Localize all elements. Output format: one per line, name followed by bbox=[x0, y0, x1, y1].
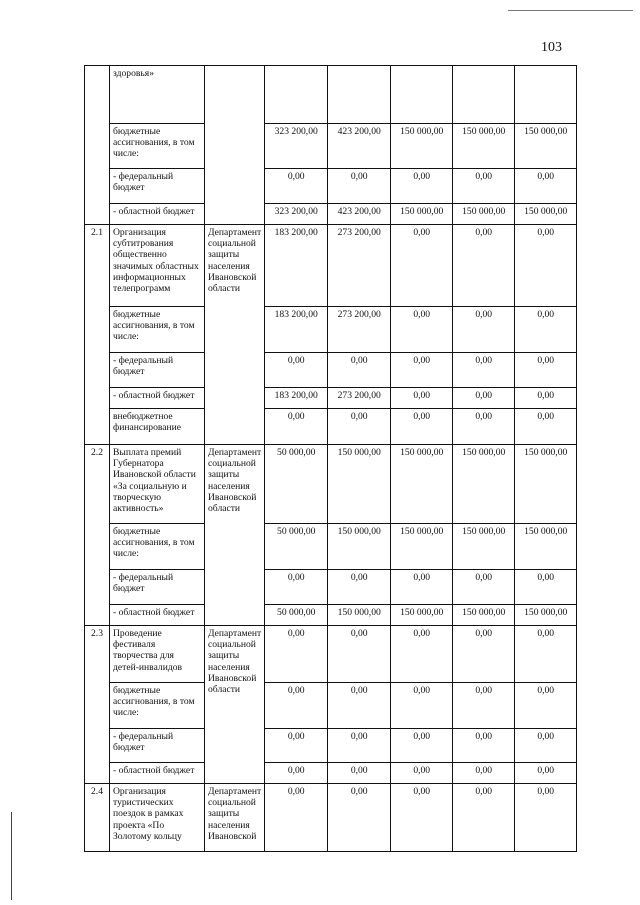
value-cell: 0,00 bbox=[515, 307, 577, 353]
department-cell: Департамент социальной защиты населения Ивановской области bbox=[205, 445, 265, 626]
table-row bbox=[85, 570, 636, 605]
value-cell: 0,00 bbox=[391, 763, 453, 784]
value-cell: 50 000,00 bbox=[265, 445, 328, 524]
table-row bbox=[85, 605, 636, 626]
value-cell: 183 200,00 bbox=[265, 307, 328, 353]
value-cell: 150 000,00 bbox=[515, 124, 577, 169]
value-cell: 150 000,00 bbox=[515, 445, 577, 524]
value-cell: 0,00 bbox=[515, 225, 577, 307]
table-row bbox=[85, 307, 636, 353]
value-cell: 0,00 bbox=[453, 225, 515, 307]
value-cell: 150 000,00 bbox=[391, 524, 453, 570]
value-cell: 0,00 bbox=[453, 683, 515, 729]
value-cell: 0,00 bbox=[328, 626, 391, 683]
value-cell: 0,00 bbox=[515, 729, 577, 763]
header-rule bbox=[508, 10, 633, 11]
value-cell: 0,00 bbox=[515, 763, 577, 784]
value-cell: 0,00 bbox=[328, 729, 391, 763]
value-cell: 0,00 bbox=[391, 353, 453, 388]
value-cell: 0,00 bbox=[265, 570, 328, 605]
department-cell: Департамент социальной защиты населения Ивановской bbox=[205, 784, 265, 852]
table-row bbox=[85, 124, 636, 169]
value-cell: 0,00 bbox=[453, 388, 515, 409]
table-row bbox=[85, 626, 636, 683]
value-cell: 0,00 bbox=[453, 570, 515, 605]
value-cell: 423 200,00 bbox=[328, 204, 391, 225]
value-cell: 0,00 bbox=[328, 683, 391, 729]
description-cell: здоровья» bbox=[110, 66, 205, 124]
value-cell: 0,00 bbox=[265, 729, 328, 763]
value-cell: 150 000,00 bbox=[453, 605, 515, 626]
row-number-cell: 2.2 bbox=[85, 445, 110, 626]
value-cell: 0,00 bbox=[453, 784, 515, 852]
value-cell: 0,00 bbox=[328, 169, 391, 204]
value-cell bbox=[515, 66, 577, 124]
row-number-cell: 2.4 bbox=[85, 784, 110, 852]
value-cell: 0,00 bbox=[391, 225, 453, 307]
margin-scan-mark bbox=[11, 812, 12, 900]
value-cell: 0,00 bbox=[515, 388, 577, 409]
value-cell: 0,00 bbox=[391, 409, 453, 445]
value-cell: 183 200,00 bbox=[265, 225, 328, 307]
department-cell: Департамент социальной защиты населения Ивановской области bbox=[205, 225, 265, 445]
value-cell: 0,00 bbox=[515, 409, 577, 445]
value-cell: 0,00 bbox=[453, 307, 515, 353]
description-cell: - областной бюджет bbox=[110, 204, 205, 225]
value-cell: 0,00 bbox=[328, 784, 391, 852]
value-cell: 150 000,00 bbox=[453, 124, 515, 169]
value-cell: 150 000,00 bbox=[515, 204, 577, 225]
value-cell: 150 000,00 bbox=[391, 445, 453, 524]
value-cell: 423 200,00 bbox=[328, 124, 391, 169]
value-cell: 0,00 bbox=[265, 784, 328, 852]
value-cell: 323 200,00 bbox=[265, 204, 328, 225]
value-cell: 0,00 bbox=[453, 169, 515, 204]
value-cell bbox=[328, 66, 391, 124]
description-cell: бюджетные ассигнования, в том числе: bbox=[110, 307, 205, 353]
description-cell: бюджетные ассигнования, в том числе: bbox=[110, 524, 205, 570]
value-cell: 150 000,00 bbox=[328, 524, 391, 570]
budget-table bbox=[84, 65, 636, 852]
value-cell: 0,00 bbox=[328, 763, 391, 784]
value-cell: 0,00 bbox=[515, 353, 577, 388]
table-row bbox=[85, 353, 636, 388]
value-cell: 0,00 bbox=[328, 409, 391, 445]
row-number-cell bbox=[85, 66, 110, 225]
value-cell: 150 000,00 bbox=[328, 445, 391, 524]
description-cell: Выплата премий Губернатора Ивановской области «За социальную и творческую активность» bbox=[110, 445, 205, 524]
value-cell: 273 200,00 bbox=[328, 388, 391, 409]
department-cell: Департамент социальной защиты населения Ивановской области bbox=[205, 626, 265, 784]
description-cell: - областной бюджет bbox=[110, 605, 205, 626]
value-cell: 0,00 bbox=[391, 388, 453, 409]
value-cell: 150 000,00 bbox=[391, 124, 453, 169]
value-cell bbox=[453, 66, 515, 124]
value-cell: 0,00 bbox=[391, 784, 453, 852]
value-cell: 0,00 bbox=[265, 409, 328, 445]
value-cell: 0,00 bbox=[391, 169, 453, 204]
value-cell: 0,00 bbox=[391, 570, 453, 605]
description-cell: - федеральный бюджет bbox=[110, 729, 205, 763]
value-cell: 0,00 bbox=[453, 763, 515, 784]
value-cell: 0,00 bbox=[391, 729, 453, 763]
table-row bbox=[85, 683, 636, 729]
page-number: 103 bbox=[541, 40, 562, 55]
description-cell: Организация субтитрования общественно значимых областных информационных телепрограмм bbox=[110, 225, 205, 307]
value-cell: 0,00 bbox=[265, 683, 328, 729]
value-cell: 0,00 bbox=[453, 729, 515, 763]
value-cell: 150 000,00 bbox=[515, 524, 577, 570]
department-cell bbox=[205, 66, 265, 225]
description-cell: Проведение фестиваля творчества для детей-инвалидов bbox=[110, 626, 205, 683]
description-cell: Организация туристических поездок в рамках проекта «По Золотому кольцу bbox=[110, 784, 205, 852]
description-cell: бюджетные ассигнования, в том числе: bbox=[110, 683, 205, 729]
row-number-cell: 2.1 bbox=[85, 225, 110, 445]
value-cell: 0,00 bbox=[391, 307, 453, 353]
value-cell: 0,00 bbox=[515, 626, 577, 683]
value-cell bbox=[265, 66, 328, 124]
value-cell: 0,00 bbox=[328, 570, 391, 605]
value-cell: 50 000,00 bbox=[265, 605, 328, 626]
table-row bbox=[85, 729, 636, 763]
value-cell: 150 000,00 bbox=[391, 204, 453, 225]
value-cell: 50 000,00 bbox=[265, 524, 328, 570]
description-cell: бюджетные ассигнования, в том числе: bbox=[110, 124, 205, 169]
value-cell: 0,00 bbox=[515, 784, 577, 852]
table-row bbox=[85, 225, 636, 307]
row-number-cell: 2.3 bbox=[85, 626, 110, 784]
value-cell: 150 000,00 bbox=[391, 605, 453, 626]
value-cell: 0,00 bbox=[515, 169, 577, 204]
value-cell: 273 200,00 bbox=[328, 307, 391, 353]
value-cell: 0,00 bbox=[515, 683, 577, 729]
description-cell: внебюджетное финансирование bbox=[110, 409, 205, 445]
description-cell: - областной бюджет bbox=[110, 388, 205, 409]
value-cell: 0,00 bbox=[328, 353, 391, 388]
table-row bbox=[85, 204, 636, 225]
value-cell: 0,00 bbox=[265, 763, 328, 784]
table-row bbox=[85, 169, 636, 204]
value-cell: 0,00 bbox=[391, 683, 453, 729]
table-row bbox=[85, 763, 636, 784]
value-cell: 0,00 bbox=[265, 169, 328, 204]
value-cell: 150 000,00 bbox=[453, 524, 515, 570]
description-cell: - федеральный бюджет bbox=[110, 169, 205, 204]
value-cell: 0,00 bbox=[453, 353, 515, 388]
value-cell: 273 200,00 bbox=[328, 225, 391, 307]
table-row bbox=[85, 66, 636, 124]
value-cell: 150 000,00 bbox=[453, 445, 515, 524]
value-cell: 0,00 bbox=[391, 626, 453, 683]
description-cell: - областной бюджет bbox=[110, 763, 205, 784]
value-cell: 323 200,00 bbox=[265, 124, 328, 169]
table-row bbox=[85, 445, 636, 524]
value-cell: 150 000,00 bbox=[328, 605, 391, 626]
value-cell: 183 200,00 bbox=[265, 388, 328, 409]
description-cell: - федеральный бюджет bbox=[110, 353, 205, 388]
value-cell: 0,00 bbox=[453, 626, 515, 683]
value-cell: 0,00 bbox=[265, 626, 328, 683]
description-cell: - федеральный бюджет bbox=[110, 570, 205, 605]
table-row bbox=[85, 784, 636, 852]
value-cell: 0,00 bbox=[265, 353, 328, 388]
value-cell: 0,00 bbox=[515, 570, 577, 605]
table-row bbox=[85, 524, 636, 570]
value-cell: 0,00 bbox=[453, 409, 515, 445]
value-cell bbox=[391, 66, 453, 124]
table-row bbox=[85, 388, 636, 409]
table-row bbox=[85, 409, 636, 445]
value-cell: 150 000,00 bbox=[453, 204, 515, 225]
value-cell: 150 000,00 bbox=[515, 605, 577, 626]
